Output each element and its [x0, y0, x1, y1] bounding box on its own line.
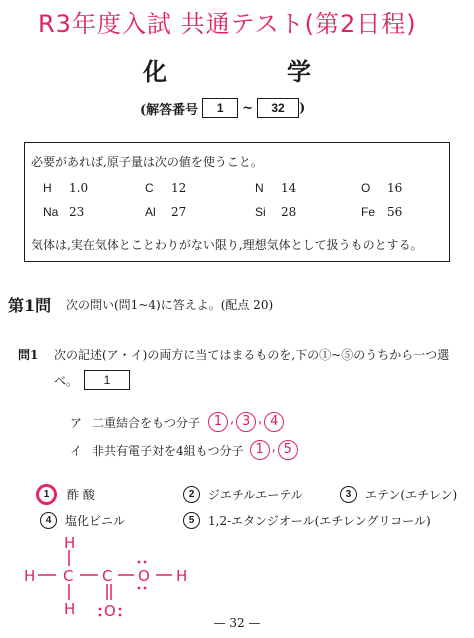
option-4[interactable]: [40, 512, 125, 529]
option-5-number: 5: [183, 512, 200, 529]
option-2[interactable]: [183, 486, 303, 503]
atomic-symbol-si: Si: [255, 205, 266, 219]
hand-circle-1: 1: [208, 412, 228, 432]
question-text-line1: 次の記述(ア・イ)の両方に当てはまるものを,下の①~⑤のうちから一つ選: [54, 348, 450, 362]
statement-b: [70, 440, 298, 460]
option-1[interactable]: [38, 486, 95, 503]
statement-a-handmarks: 1 , 3 , 4: [208, 412, 284, 432]
atomic-mass-si: 28: [281, 205, 297, 219]
option-5-text: 1,2-エタンジオール(エチレングリコール): [208, 514, 431, 528]
statement-a-text: 二重結合をもつ分子: [92, 415, 201, 430]
atomic-mass-na: 23: [69, 205, 85, 219]
atomic-symbol-fe: Fe: [361, 205, 376, 219]
statement-a-mark: ア: [70, 415, 83, 430]
answer-range-prefix: (解答番号: [140, 102, 199, 118]
option-4-text: 塩化ビニル: [65, 514, 126, 528]
option-2-text: ジエチルエーテル: [208, 488, 303, 502]
atomic-symbol-o: O: [361, 181, 371, 195]
option-3-text: エテン(エチレン): [365, 488, 458, 502]
section-heading: 第1問: [8, 296, 52, 315]
atomic-mass-o: 16: [387, 181, 403, 195]
page-number: — 32 —: [213, 616, 261, 630]
atomic-symbol-c: C: [145, 181, 154, 195]
atomic-mass-al: 27: [171, 205, 187, 219]
answer-range-end: 32: [257, 98, 299, 118]
sketch-c1: C: [63, 567, 74, 585]
answer-box[interactable]: 1: [84, 370, 130, 390]
sketch-h-left: H: [24, 567, 36, 585]
answer-range-sep: ~: [242, 100, 254, 116]
option-3[interactable]: [340, 486, 457, 503]
option-4-number: 4: [40, 512, 57, 529]
hand-circle-4: 4: [264, 412, 284, 432]
sketch-o-bottom: O: [104, 602, 116, 620]
option-1-number: 1: [38, 486, 55, 503]
question-label: 問1: [18, 348, 39, 362]
atomic-mass-fe: 56: [387, 205, 403, 219]
atomic-symbol-h: H: [43, 181, 52, 195]
answer-range-start: 1: [202, 98, 238, 118]
option-3-number: 3: [340, 486, 357, 503]
option-5[interactable]: [183, 512, 431, 529]
statement-a: [70, 412, 284, 432]
option-2-number: 2: [183, 486, 200, 503]
statement-b-mark: イ: [70, 443, 83, 458]
sketch-o: O: [138, 567, 150, 585]
option-1-text: 酢 酸: [67, 488, 95, 502]
question-text-line2-text: べ。: [54, 373, 79, 388]
hand-circle-1: 1: [250, 440, 270, 460]
statement-b-text: 非共有電子対を4組もつ分子: [92, 443, 244, 458]
statement-b-handmarks: 1 , 5: [250, 440, 298, 460]
atomic-symbol-n: N: [255, 181, 264, 195]
handwritten-header: R3年度入試 共通テスト(第2日程): [38, 10, 417, 38]
atomic-mass-h: 1.0: [69, 181, 89, 195]
sketch-h-right: H: [176, 567, 188, 585]
answer-range-suffix: ): [299, 100, 306, 116]
sketch-h-top: H: [64, 534, 76, 552]
atomic-mass-c: 12: [171, 181, 187, 195]
atomic-symbol-al: Al: [145, 205, 156, 219]
hand-circle-3: 3: [236, 412, 256, 432]
subject-title-left: 化: [143, 57, 167, 86]
subject-title-right: 学: [287, 57, 311, 86]
question-text-line2: [54, 370, 130, 390]
atomic-symbol-na: Na: [43, 205, 59, 219]
acetic-acid-sketch: [14, 532, 214, 622]
atomic-mass-n: 14: [281, 181, 297, 195]
gas-note: 気体は,実在気体とことわりがない限り,理想気体として扱うものとする。: [31, 238, 423, 252]
sketch-c2: C: [102, 567, 113, 585]
section-instruction: 次の問い(問1~4)に答えよ。(配点 20): [66, 298, 274, 312]
info-box: [24, 142, 450, 262]
answer-range: [140, 98, 305, 118]
sketch-h-bottom: H: [64, 600, 76, 618]
info-intro: 必要があれば,原子量は次の値を使うこと。: [31, 155, 263, 169]
hand-circle-5: 5: [278, 440, 298, 460]
atomic-mass-table: [25, 177, 449, 227]
